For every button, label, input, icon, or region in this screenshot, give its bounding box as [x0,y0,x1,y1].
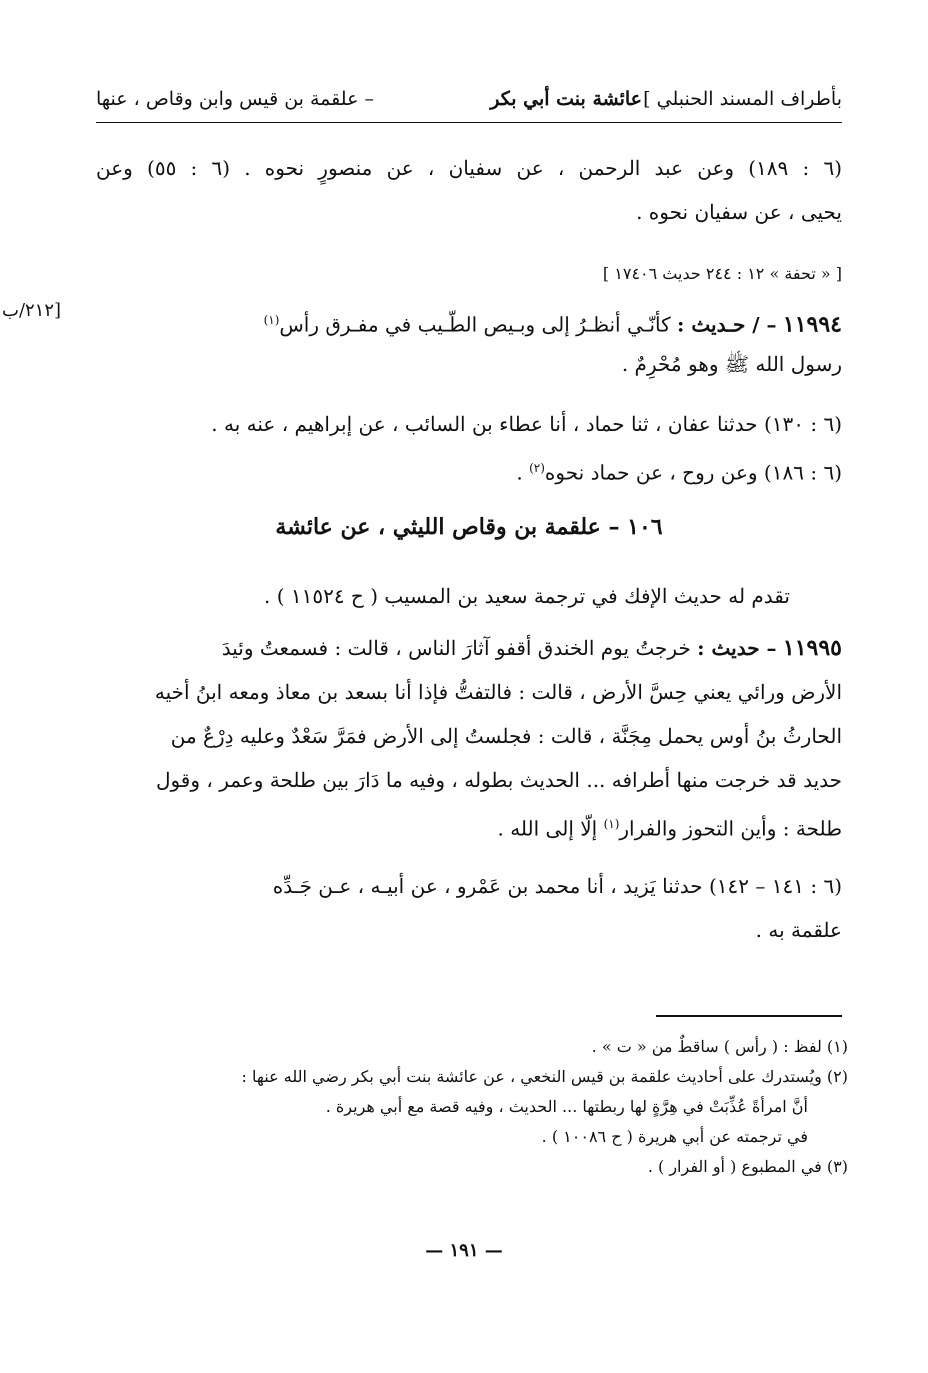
source-citation-1 [96,146,842,234]
footnote-item: أنَّ امرأةً عُذِّبَتْ في هِرَّةٍ لها ربطتها ... الحديث ، وفيه قصة مع أبي هريرة . [325,1097,808,1116]
hadith-keyword: – / حـديث : [677,312,777,337]
citation-line: (٦ : ١٣٠) حدثنا عفان ، ثنا حماد ، أنا عطاء بن السائب ، عن إبراهيم ، عنه به . [211,412,842,436]
footnote-item: (٣) في المطبوع ( أو الفرار ) . [647,1157,848,1176]
citation-line: يحيى ، عن سفيان نحوه . [636,200,842,224]
header-book-title: بأطراف المسند الحنبلي ] [643,88,842,110]
source-citation-3 [96,864,842,952]
cross-reference-text: تقدم له حديث الإفك في ترجمة سعيد بن المسيب ( ح ١١٥٢٤ ) . [263,584,790,608]
footnote-marker: (١) [263,313,280,327]
tuhfa-reference [96,252,842,296]
page-number: — ١٩١ — [425,1240,503,1261]
hadith-number: ١١٩٩٥ [782,635,842,661]
header-section-title: عائشة بنت أبي بكر [490,88,642,110]
hadith-line: الأرض ورائي يعني حِسَّ الأرض ، قالت : فالتفتُّ فإذا أنا بسعد بن معاذ ومعه ابنُ أخيه [154,680,842,704]
hadith-text: طلحة : وأين التحوز والفرار [619,816,842,841]
footnote-divider [656,1015,842,1017]
citation-line [96,446,842,490]
hadith-number: ١١٩٩٤ [782,311,842,338]
hadith-line: رسول الله ﷺ وهو مُحْرِمٌ . [621,352,842,376]
footnote-item: (١) لفظ : ( رأس ) ساقطٌ من « ت » . [591,1037,848,1056]
citation-line: علقمة به . [755,918,842,942]
citation-text: (٦ : ١٨٦) وعن روح ، عن حماد نحوه [544,460,842,485]
hadith-text: كأنّـي أنظـرُ إلى وبـيص الطّـيب في مفـرق رأس [279,312,671,337]
hadith-line: الحارثُ بنُ أوس يحمل مِجَنَّة ، قالت : فجلستُ إلى الأرض فمَرَّ سَعْدٌ وعليه دِرْعٌ من [170,724,842,748]
hadith-line [96,802,842,846]
hadith-11995 [96,626,842,846]
hadith-text: خرجتُ يوم الخندق أقفو آثارَ الناس ، قالت : فسمعتُ وئيدَ [221,636,691,660]
footnote-item: في ترجمته عن أبي هريرة ( ح ١٠٠٨٦ ) . [541,1127,808,1146]
cross-reference [96,574,842,618]
header-subtitle: – علقمة بن قيس وابن وقاص ، عنها [96,88,374,110]
footnotes [96,1032,848,1182]
citation-line: (٦ : ١٨٩) وعن عبد الرحمن ، عن سفيان ، عن منصورٍ نحوه . (٦ : ٥٥) وعن [96,156,842,180]
hadith-text-end: إلّا إلى الله . [497,816,604,841]
hadith-line: حديد قد خرجت منها أطرافه ... الحديث بطوله ، وفيه ما دَارَ بين طلحة وعمر ، وقول [155,768,842,792]
footnote-marker: (٢) [529,461,545,475]
hadith-11994 [96,298,842,386]
footnote-item: (٢) ويُستدرك على أحاديث علقمة بن قيس النخعي ، عن عائشة بنت أبي بكر رضي الله عنها : [241,1067,848,1086]
citation-end: . [516,460,530,485]
running-header [96,82,842,123]
hadith-keyword: – حديث : [697,636,777,660]
chapter-heading: ١٠٦ – علقمة بن وقاص الليثي ، عن عائشة [275,514,663,540]
source-citation-2 [96,402,842,490]
margin-reference: [٢١٢/ب [2,300,62,321]
hadith-line [96,298,842,342]
citation-line: (٦ : ١٤١ – ١٤٢) حدثنا يَزيد ، أنا محمد بن عَمْرو ، عن أبيـه ، عـن جَـدِّه [272,874,842,898]
hadith-line [96,626,842,670]
footnote-marker: (١) [603,817,620,831]
tuhfa-text: [ « تحفة » ١٢ : ٢٤٤ حديث ١٧٤٠٦ ] [602,264,842,283]
